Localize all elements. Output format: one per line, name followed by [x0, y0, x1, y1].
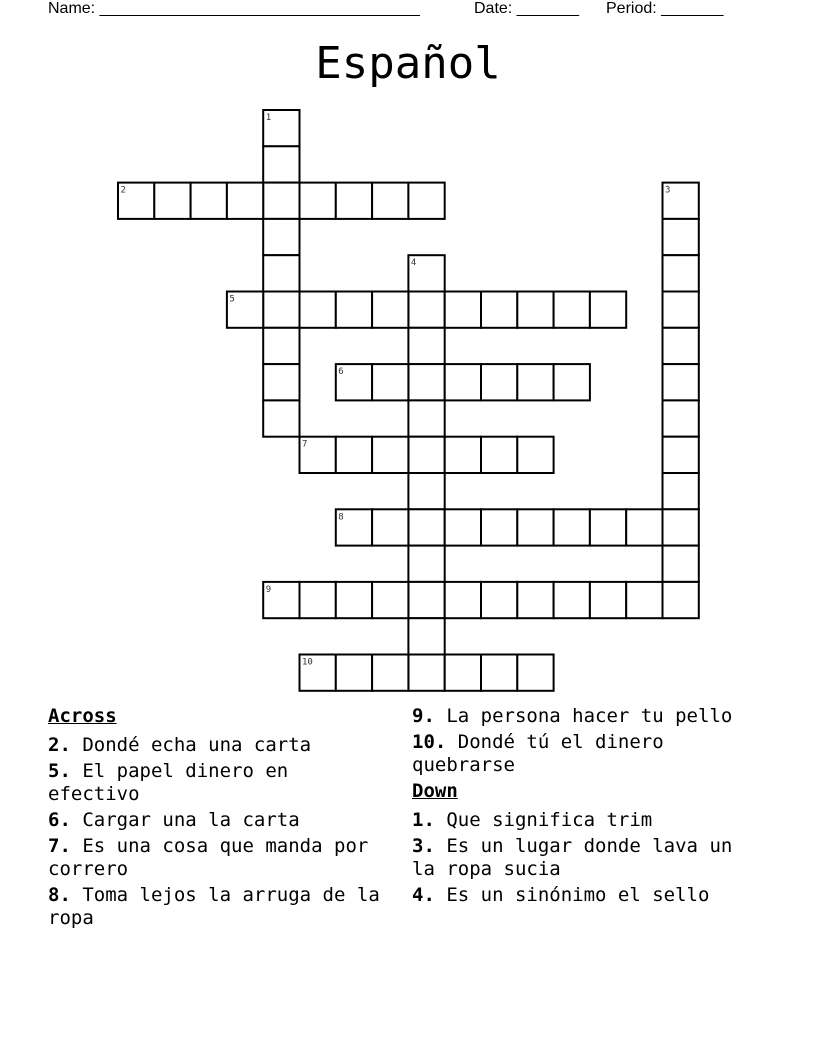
grid-cell [408, 582, 444, 618]
grid-cell [191, 183, 227, 219]
grid-cell [227, 183, 263, 219]
clue-text: Dondé echa una carta [82, 734, 312, 756]
grid-cell [554, 582, 590, 618]
clue-across-7 [48, 835, 383, 881]
grid-cell [554, 292, 590, 328]
grid-cell [372, 364, 408, 400]
clue-text: Toma lejos la arruga de la ropa [48, 884, 380, 929]
clue-text: Que significa trim [446, 809, 653, 831]
page-title: Español [315, 38, 501, 89]
grid-cell [663, 400, 699, 436]
grid-cell [408, 546, 444, 582]
grid-cell [372, 509, 408, 545]
grid-cell [554, 364, 590, 400]
name-field-label: Name: ____________________________________ [48, 0, 420, 17]
date-field-label: Date: _______ [474, 0, 579, 17]
grid-cell [263, 328, 299, 364]
clue-number: 6. [48, 809, 71, 831]
grid-cell [408, 437, 444, 473]
grid-cell [445, 655, 481, 691]
clue-number: 5. [48, 760, 71, 782]
cell-number: 9 [265, 584, 272, 595]
clue-text: Es un sinónimo el sello [446, 884, 710, 906]
grid-cell [408, 509, 444, 545]
grid-cell [517, 364, 553, 400]
grid-cell [590, 582, 626, 618]
grid-cell [517, 655, 553, 691]
grid-cell [336, 655, 372, 691]
clue-down-3 [412, 835, 747, 881]
clue-text: El papel dinero en efectivo [48, 760, 289, 805]
cell-number: 5 [229, 294, 235, 305]
clue-number: 8. [48, 884, 71, 906]
cell-number: 4 [410, 258, 417, 269]
grid-cell [590, 292, 626, 328]
grid-cell [336, 437, 372, 473]
cell-number: 7 [302, 439, 308, 450]
grid-cell [445, 437, 481, 473]
clue-across-5 [48, 760, 383, 806]
grid-cell [481, 655, 517, 691]
grid-cell [263, 183, 299, 219]
clue-down-4 [412, 884, 747, 907]
cell-number: 8 [338, 512, 344, 523]
grid-cell [154, 183, 190, 219]
grid-cell [408, 183, 444, 219]
clues-column-right [412, 705, 747, 910]
clue-text: La persona hacer tu pello [446, 705, 733, 727]
grid-cell [263, 146, 299, 182]
clue-text: Dondé tú el dinero quebrarse [412, 731, 664, 776]
cell-number: 2 [120, 185, 126, 196]
grid-cell [517, 437, 553, 473]
grid-cell [445, 364, 481, 400]
grid-cell [517, 582, 553, 618]
clue-number: 1. [412, 809, 435, 831]
grid-cell [408, 655, 444, 691]
grid-cell [590, 509, 626, 545]
grid-cell [336, 292, 372, 328]
clue-across-2 [48, 734, 383, 757]
grid-cell [445, 509, 481, 545]
grid-cell [408, 473, 444, 509]
clue-text: Cargar una la carta [82, 809, 300, 831]
clue-across-6 [48, 809, 383, 832]
grid-cell [300, 582, 336, 618]
clue-across-10 [412, 731, 747, 777]
grid-cell [663, 546, 699, 582]
clue-number: 9. [412, 705, 435, 727]
clue-text: Es una cosa que manda por correro [48, 835, 369, 880]
grid-cell [517, 292, 553, 328]
grid-cell [663, 364, 699, 400]
grid-cell [626, 509, 662, 545]
clue-across-9 [412, 705, 747, 728]
clue-across-8 [48, 884, 383, 930]
grid-cell [408, 292, 444, 328]
grid-cell [481, 509, 517, 545]
clues-column-left [48, 705, 383, 933]
grid-cell [626, 582, 662, 618]
grid-cell [263, 255, 299, 291]
grid-cell [663, 328, 699, 364]
cell-number: 1 [265, 113, 272, 123]
cell-number: 3 [665, 185, 671, 196]
grid-cell [408, 328, 444, 364]
down-heading: Down [412, 780, 458, 802]
clue-down-1 [412, 809, 747, 832]
clue-number: 7. [48, 835, 71, 857]
grid-cell [481, 364, 517, 400]
grid-cell [300, 292, 336, 328]
grid-cell [663, 255, 699, 291]
grid-cell [408, 364, 444, 400]
across-heading: Across [48, 705, 117, 727]
clue-number: 3. [412, 835, 435, 857]
grid-cell [663, 509, 699, 545]
grid-cell [663, 437, 699, 473]
clue-number: 10. [412, 731, 447, 753]
grid-cell [336, 183, 372, 219]
grid-cell [263, 400, 299, 436]
grid-cell [372, 292, 408, 328]
grid-cell [408, 400, 444, 436]
grid-cell [517, 509, 553, 545]
grid-cell [336, 582, 372, 618]
grid-cell [372, 437, 408, 473]
grid-cell [554, 509, 590, 545]
grid-cell [663, 473, 699, 509]
grid-cell [372, 655, 408, 691]
grid-cell [300, 183, 336, 219]
grid-cell [663, 219, 699, 255]
grid-cell [481, 437, 517, 473]
grid-cell [372, 183, 408, 219]
period-field-label: Period: _______ [606, 0, 724, 17]
grid-cell [445, 582, 481, 618]
cell-number: 10 [302, 657, 313, 668]
grid-cell [481, 582, 517, 618]
grid-cell [445, 292, 481, 328]
grid-cell [263, 364, 299, 400]
clue-number: 2. [48, 734, 71, 756]
clue-text: Es un lugar donde lava un la ropa sucia [412, 835, 733, 880]
grid-cell [663, 292, 699, 328]
grid-cell [481, 292, 517, 328]
grid-cell [663, 582, 699, 618]
clue-number: 4. [412, 884, 435, 906]
grid-cell [408, 618, 444, 654]
grid-cell [263, 292, 299, 328]
cell-number: 6 [338, 367, 344, 378]
grid-cell [263, 219, 299, 255]
grid-cell [372, 582, 408, 618]
